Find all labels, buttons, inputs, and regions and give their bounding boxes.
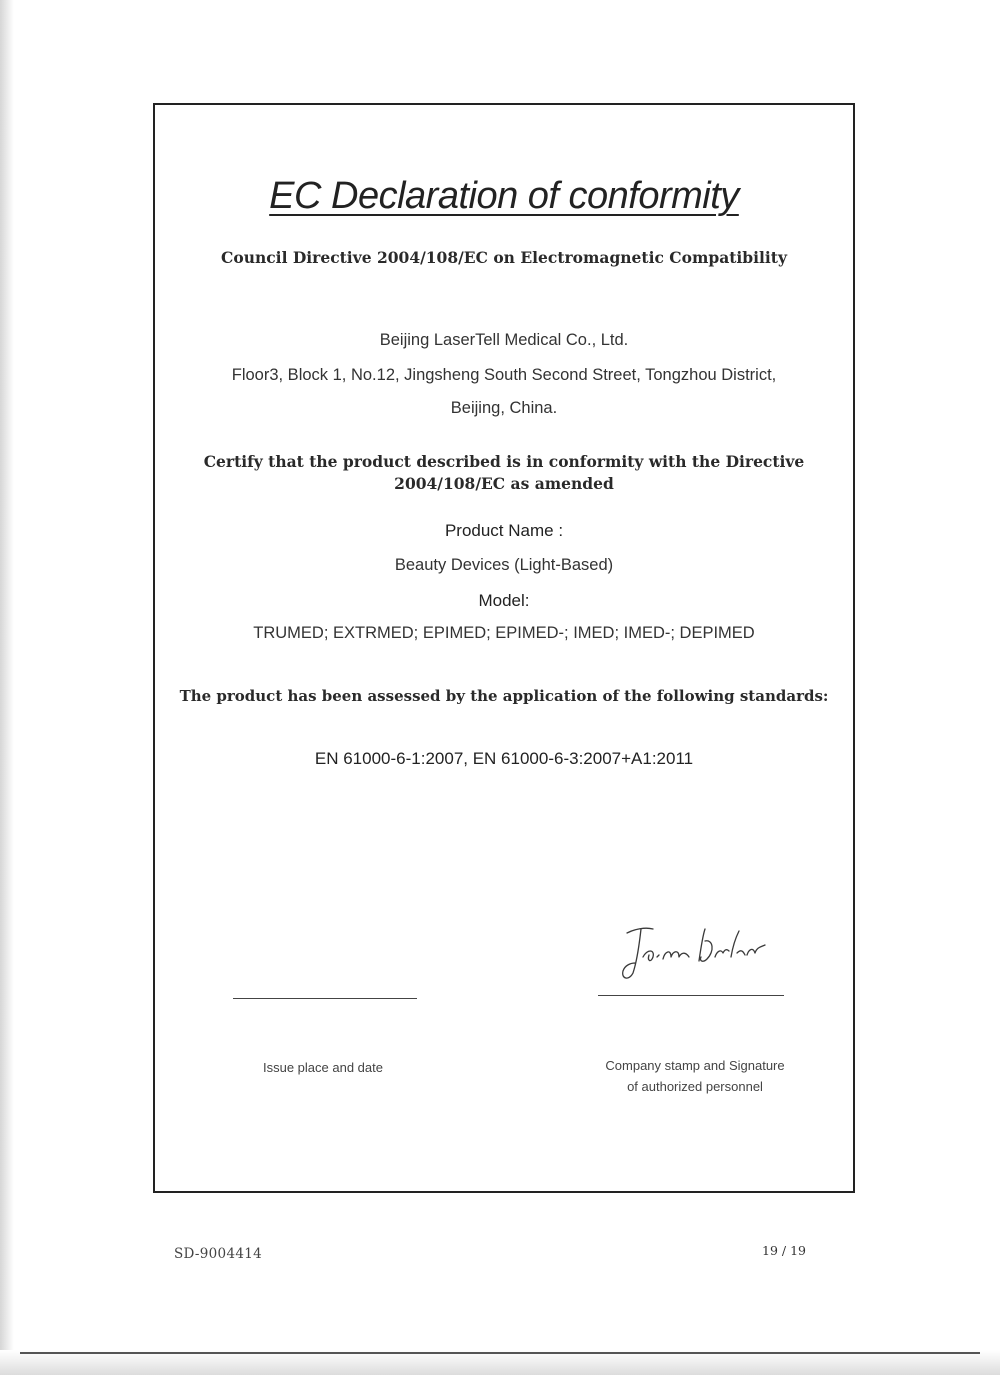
handwritten-signature xyxy=(613,917,773,987)
model-label: Model: xyxy=(478,591,530,610)
certify-statement xyxy=(155,451,853,495)
issue-place-label: Issue place and date xyxy=(263,1060,383,1075)
stamp-label-line1: Company stamp and Signature xyxy=(605,1058,785,1073)
certify-line2: 2004/108/EC as amended xyxy=(394,474,614,493)
company-address-line1: Floor3, Block 1, No.12, Jingsheng South Second Street, Tongzhou District, xyxy=(231,366,777,384)
page-number: 19 / 19 xyxy=(762,1243,806,1258)
certify-line1: Certify that the product described is in conformity with the Directive xyxy=(203,452,805,471)
stamp-signature-label xyxy=(575,1055,815,1097)
assessed-statement: The product has been assessed by the application of the following standards: xyxy=(179,687,829,705)
issue-place-line xyxy=(233,998,417,999)
product-name-label: Product Name : xyxy=(444,521,564,540)
model-value: TRUMED; EXTRMED; EPIMED; EPIMED-; IMED; IMED-; DEPIMED xyxy=(253,624,755,642)
certificate-frame xyxy=(153,103,855,1193)
company-address-line2: Beijing, China. xyxy=(450,399,558,417)
product-name-value: Beauty Devices (Light-Based) xyxy=(394,556,614,574)
scan-edge-line xyxy=(20,1352,980,1354)
document-id: SD-9004414 xyxy=(174,1246,263,1262)
standards-list: EN 61000-6-1:2007, EN 61000-6-3:2007+A1:2011 xyxy=(314,749,694,768)
scan-shadow-left xyxy=(0,0,14,1375)
company-name: Beijing LaserTell Medical Co., Ltd. xyxy=(379,331,629,349)
document-title: EC Declaration of conformity xyxy=(269,175,739,217)
signature-line xyxy=(598,995,784,996)
stamp-label-line2: of authorized personnel xyxy=(627,1079,763,1094)
directive-heading: Council Directive 2004/108/EC on Electromagnetic Compatibility xyxy=(221,248,787,267)
